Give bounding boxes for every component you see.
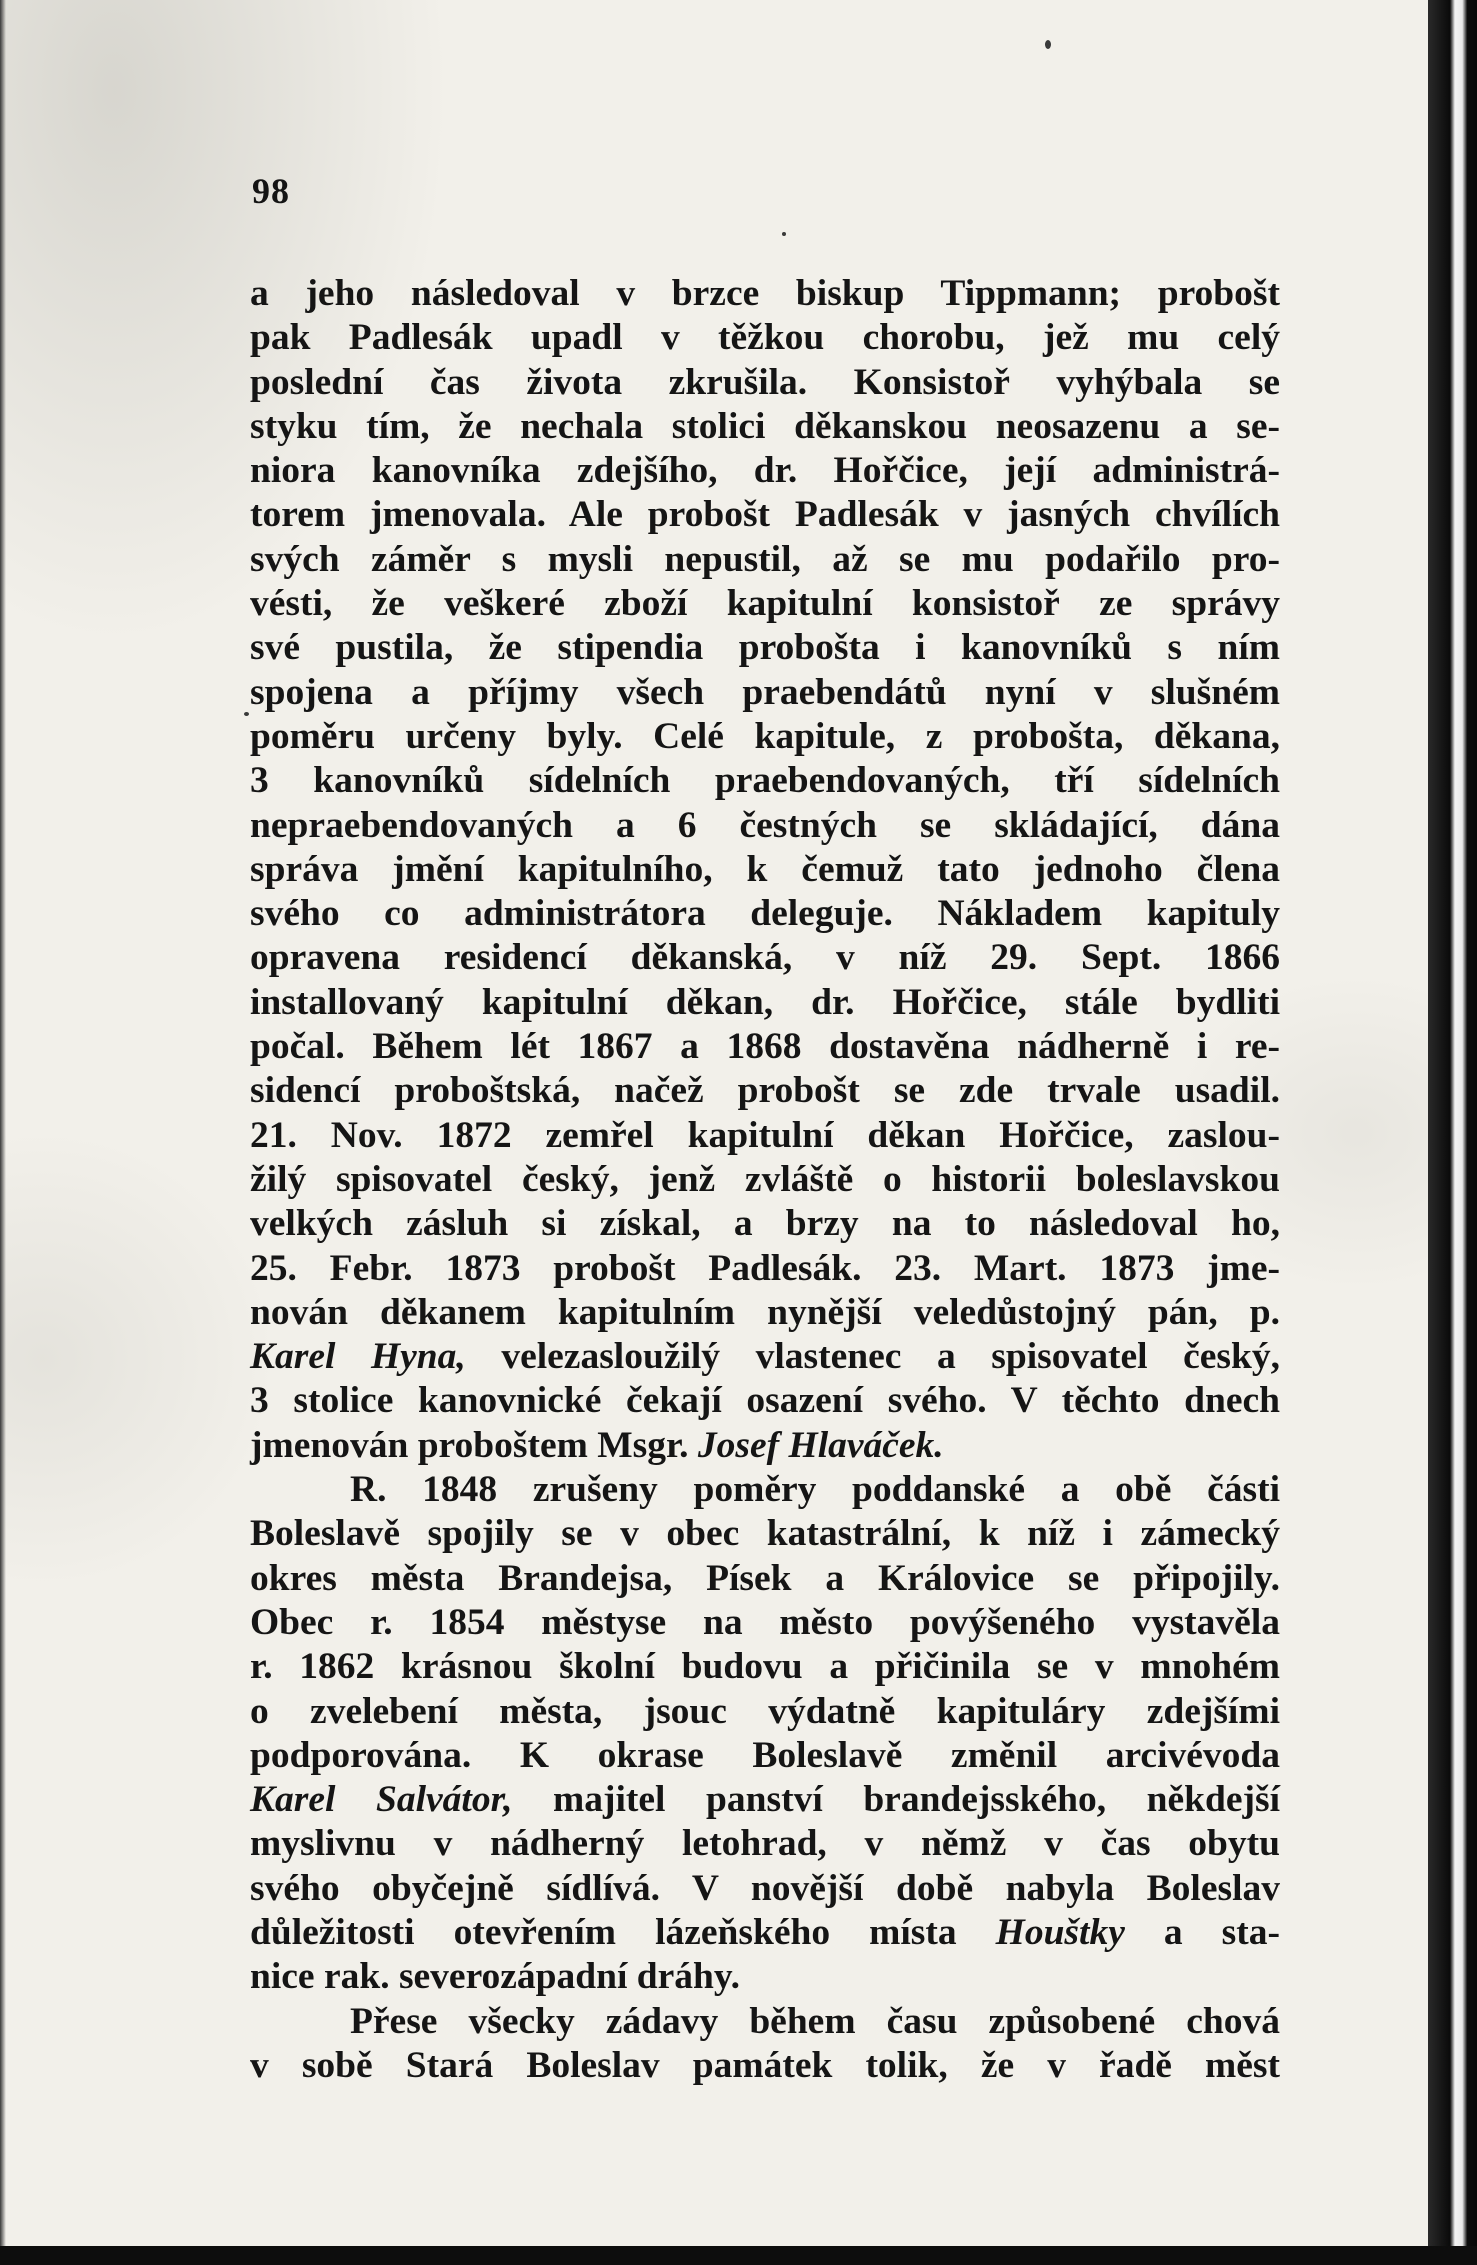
line-text: 3 kanovníků sídelních praebendovaných, tří sídelních xyxy=(250,760,1280,802)
line-text: počal. Během lét 1867 a 1868 dostavěna nádherně i re- xyxy=(250,1026,1280,1068)
line-text: nován děkanem kapitulním nynější veledůstojný pán, p. xyxy=(250,1291,1280,1333)
line-text: Přese všecky zádavy během času způsobené chová xyxy=(350,2000,1280,2042)
text-line xyxy=(250,804,1280,848)
text-line xyxy=(250,582,1280,626)
line-text: velezasloužilý vlastenec a spisovatel český, xyxy=(465,1336,1280,1378)
text-line xyxy=(250,1645,1280,1689)
italic-name: Karel Salvátor, xyxy=(250,1779,513,1821)
text-line xyxy=(250,1557,1280,1601)
line-text: myslivnu v nádherný letohrad, v němž v čas obytu xyxy=(250,1823,1280,1865)
page-number: 98 xyxy=(252,171,290,211)
line-text: jmenován proboštem Msgr. xyxy=(250,1424,698,1466)
text-line xyxy=(250,1335,1280,1379)
text-line xyxy=(250,538,1280,582)
text-line xyxy=(250,892,1280,936)
text-line xyxy=(250,1778,1280,1822)
line-text: okres města Brandejsa, Písek a Královice se připojily. xyxy=(250,1557,1280,1599)
line-text: spojena a příjmy všech praebendátů nyní v slušném xyxy=(250,671,1280,713)
line-text: nice rak. severozápadní dráhy. xyxy=(250,1956,740,1998)
line-text: 21. Nov. 1872 zemřel kapitulní děkan Hořčice, zaslou- xyxy=(250,1114,1280,1156)
line-text: poměru určeny byly. Celé kapitule, z probošta, děkana, xyxy=(250,715,1280,757)
line-text: a jeho následoval v brzce biskup Tippmann; probošt xyxy=(250,273,1280,314)
line-text: r. 1862 krásnou školní budovu a přičinila se v mnohém xyxy=(250,1646,1280,1688)
italic-name: Josef Hlaváček. xyxy=(697,1424,944,1466)
text-line xyxy=(250,1025,1280,1069)
text-line xyxy=(250,1291,1280,1335)
text-line xyxy=(250,1379,1280,1423)
scan-bottom-border xyxy=(0,2246,1477,2265)
text-line xyxy=(250,1069,1280,1113)
line-text: svého obyčejně sídlívá. V novější době nabyla Boleslav xyxy=(250,1867,1280,1909)
line-text: poslední čas života zkrušila. Konsistoř vyhýbala se xyxy=(250,361,1280,403)
line-text: 3 stolice kanovnické čekají osazení svého. V těchto dnech xyxy=(250,1380,1280,1422)
line-text: podporována. K okrase Boleslavě změnil arcivévoda xyxy=(250,1734,1280,1776)
line-text: svých záměr s mysli nepustil, až se mu podařilo pro- xyxy=(250,538,1280,580)
text-line xyxy=(250,316,1280,360)
text-line xyxy=(250,2044,1280,2088)
line-text: správa jmění kapitulního, k čemuž tato jednoho člena xyxy=(250,848,1280,890)
text-line xyxy=(250,759,1280,803)
text-line xyxy=(250,1247,1280,1291)
line-text: installovaný kapitulní děkan, dr. Hořčice, stále bydliti xyxy=(250,981,1280,1023)
line-text: velkých zásluh si získal, a brzy na to následoval ho, xyxy=(250,1203,1280,1245)
line-text: styku tím, že nechala stolici děkanskou neosazenu a se- xyxy=(250,405,1280,447)
line-text: torem jmenovala. Ale probošt Padlesák v jasných chvílích xyxy=(250,494,1280,536)
text-line xyxy=(250,848,1280,892)
text-line xyxy=(250,405,1280,449)
line-text: Boleslavě spojily se v obec katastrální, k níž i zámecký xyxy=(250,1513,1280,1555)
line-text: v sobě Stará Boleslav památek tolik, že v řadě měst xyxy=(250,2044,1280,2086)
text-line xyxy=(250,272,1280,316)
italic-name: Houštky xyxy=(995,1911,1125,1953)
print-speck xyxy=(244,712,249,716)
text-line xyxy=(250,671,1280,715)
line-text: své pustila, že stipendia probošta i kanovníků s ním xyxy=(250,627,1280,669)
line-text: sidencí proboštská, načež probošt se zde trvale usadil. xyxy=(250,1070,1280,1112)
print-speck xyxy=(782,232,786,236)
line-text: opravena residencí děkanská, v níž 29. Sept. 1866 xyxy=(250,937,1280,979)
text-line xyxy=(250,715,1280,759)
text-line xyxy=(250,1911,1280,1955)
text-line xyxy=(250,1822,1280,1866)
line-text: majitel panství brandejsského, někdejší xyxy=(512,1779,1280,1821)
line-text: vésti, že veškeré zboží kapitulní konsistoř ze správy xyxy=(250,583,1280,625)
line-text: důležitosti otevřením lázeňského místa xyxy=(250,1911,996,1953)
line-text: svého co administrátora deleguje. Nákladem kapituly xyxy=(250,893,1280,935)
line-text: nepraebendovaných a 6 čestných se skládající, dána xyxy=(250,804,1280,846)
text-line xyxy=(250,981,1280,1025)
text-line xyxy=(250,1601,1280,1645)
line-text: Obec r. 1854 městyse na město povýšeného vystavěla xyxy=(250,1601,1280,1643)
text-line xyxy=(250,626,1280,670)
line-text-tail: a sta- xyxy=(1124,1911,1280,1953)
text-line xyxy=(250,1202,1280,1246)
text-line xyxy=(250,936,1280,980)
page-left-shadow xyxy=(0,0,6,2265)
line-text: R. 1848 zrušeny poměry poddanské a obě části xyxy=(350,1469,1280,1511)
text-line xyxy=(250,1468,1280,1512)
text-line xyxy=(250,1158,1280,1202)
book-edge xyxy=(1428,0,1477,2265)
line-text: niora kanovníka zdejšího, dr. Hořčice, její administrá- xyxy=(250,450,1280,492)
text-line xyxy=(250,361,1280,405)
text-line xyxy=(250,1424,1280,1468)
line-text: o zvelebení města, jsouc výdatně kapituláry zdejšími xyxy=(250,1690,1280,1732)
text-line xyxy=(250,1114,1280,1158)
text-line xyxy=(250,1867,1280,1911)
text-line xyxy=(250,1734,1280,1778)
line-text: žilý spisovatel český, jenž zvláště o historii boleslavskou xyxy=(250,1158,1280,1200)
italic-name: Karel Hyna, xyxy=(250,1336,466,1378)
text-line xyxy=(250,493,1280,537)
text-line xyxy=(250,2000,1280,2044)
print-speck xyxy=(1045,40,1051,49)
body-text xyxy=(250,272,1280,2088)
text-line xyxy=(250,449,1280,493)
line-text: pak Padlesák upadl v těžkou chorobu, jež mu celý xyxy=(250,317,1280,359)
text-line xyxy=(250,1512,1280,1556)
line-text: 25. Febr. 1873 probošt Padlesák. 23. Mart. 1873 jme- xyxy=(250,1247,1280,1289)
text-line xyxy=(250,1955,1280,1999)
text-line xyxy=(250,1690,1280,1734)
